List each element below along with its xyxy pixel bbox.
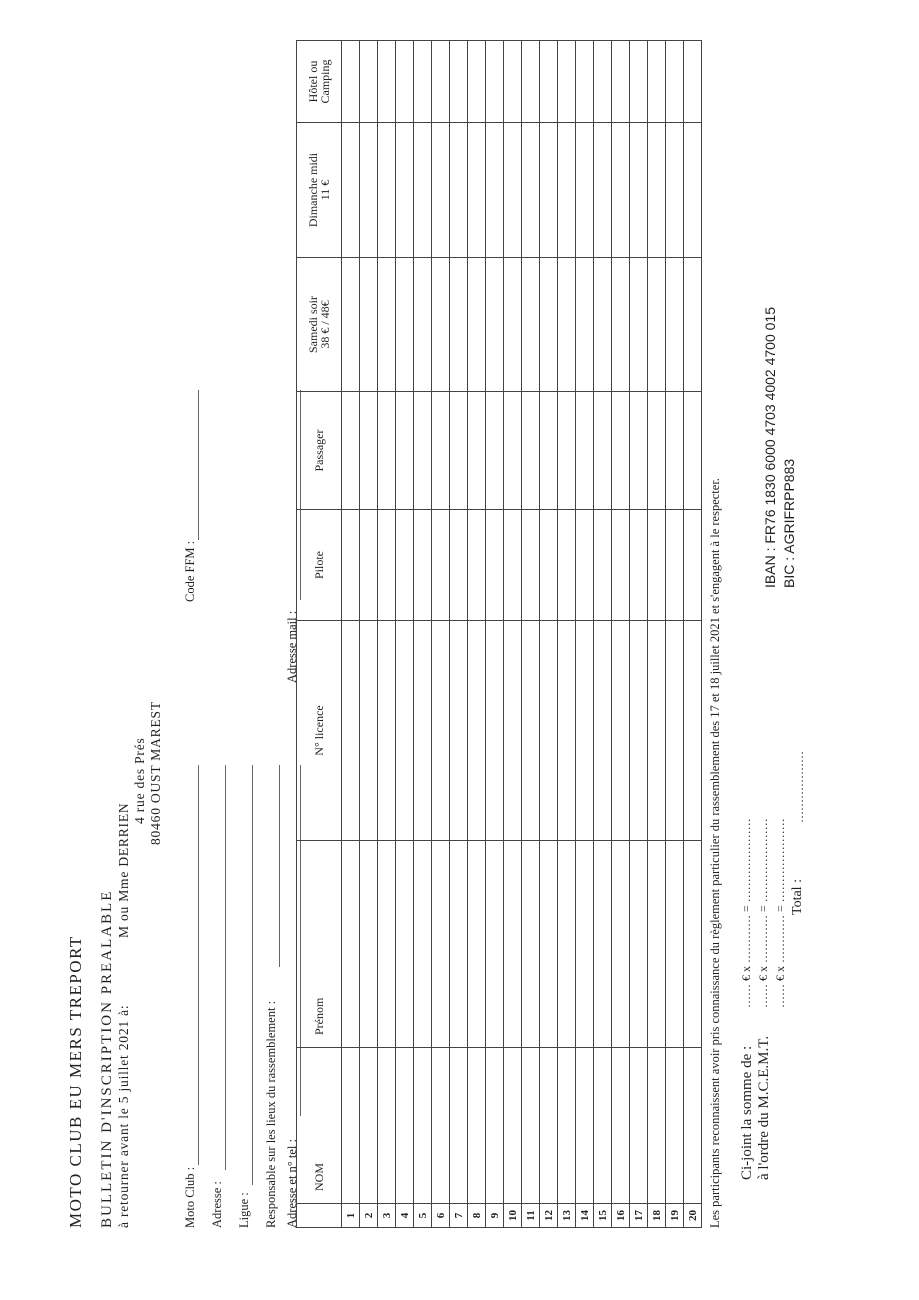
pilote-cell[interactable] [432,510,450,621]
dimanche-cell[interactable] [594,123,612,258]
samedi-cell[interactable] [684,258,702,392]
prenom-cell[interactable] [576,841,594,1048]
pilote-cell[interactable] [558,510,576,621]
hotel-cell[interactable] [360,41,378,123]
hotel-cell[interactable] [396,41,414,123]
moto-club-label: Moto Club : [183,1166,197,1228]
row-number: 1 [342,1204,360,1228]
pilote-cell[interactable] [540,510,558,621]
hotel-cell[interactable] [342,41,360,123]
pilote-cell[interactable] [648,510,666,621]
participants-table-body [342,41,702,1228]
pilote-cell[interactable] [504,510,522,621]
prenom-cell[interactable] [612,841,630,1048]
pilote-cell[interactable] [450,510,468,621]
licence-cell[interactable] [486,621,504,841]
row-number: 12 [540,1204,558,1228]
pilote-cell[interactable] [666,510,684,621]
bic-text: BIC : AGRIFRPP883 [781,458,797,588]
code-ffm-field[interactable] [198,390,199,540]
dimanche-cell[interactable] [396,123,414,258]
row-number-header [297,1204,342,1228]
participants-table [296,40,702,1228]
hotel-cell[interactable] [558,41,576,123]
rules-statement: Les participants reconnaissent avoir pris connaissance du règlement particulier du rassemblement des 17 et 18 juillet 2021 et s'engagent à le respecter. [708,478,722,1228]
nom-cell[interactable] [630,1048,648,1204]
pilote-cell[interactable] [468,510,486,621]
prenom-cell[interactable] [630,841,648,1048]
code-ffm-label: Code FFM : [183,540,197,602]
licence-cell[interactable] [540,621,558,841]
prenom-cell[interactable] [450,841,468,1048]
samedi-cell[interactable] [468,258,486,392]
return-recipient: M ou Mme DERRIEN [116,802,131,938]
pilote-cell[interactable] [486,510,504,621]
moto-club-field[interactable] [198,765,199,1165]
table-row [558,41,576,1228]
passager-cell[interactable] [540,392,558,510]
return-address-city: 80460 OUST MAREST [148,701,163,845]
passager-cell[interactable] [504,392,522,510]
passager-cell[interactable] [666,392,684,510]
nom-cell[interactable] [522,1048,540,1204]
bulletin-title: BULLETIN D'INSCRIPTION PREALABLE [99,889,115,1228]
licence-cell[interactable] [342,621,360,841]
licence-cell[interactable] [684,621,702,841]
ligue-field[interactable] [252,765,253,1185]
nom-cell[interactable] [486,1048,504,1204]
pilote-cell[interactable] [576,510,594,621]
passager-cell[interactable] [648,392,666,510]
hotel-cell[interactable] [576,41,594,123]
licence-cell[interactable] [450,621,468,841]
nom-cell[interactable] [540,1048,558,1204]
pilote-cell[interactable] [684,510,702,621]
total-dots: ……………… [792,751,806,823]
row-number: 10 [504,1204,522,1228]
hotel-cell[interactable] [450,41,468,123]
licence-cell[interactable] [360,621,378,841]
hotel-cell[interactable] [486,41,504,123]
payment-calc-line: …… € x ………… = ………………… [739,818,753,1008]
dimanche-cell[interactable] [648,123,666,258]
prenom-cell[interactable] [432,841,450,1048]
table-row [630,41,648,1228]
iban-text: IBAN : FR76 1830 6000 4703 4002 4700 015 [762,307,778,588]
adresse-label: Adresse : [210,1181,224,1228]
ligue-label: Ligue : [237,1192,251,1228]
payment-calc-line: …… € x ………… = ………………… [773,818,787,1008]
table-header-row [297,41,342,1228]
samedi-header [297,258,342,392]
pilote-cell[interactable] [396,510,414,621]
row-number: 2 [360,1204,378,1228]
table-row [576,41,594,1228]
nom-cell[interactable] [558,1048,576,1204]
table-row [414,41,432,1228]
passager-cell[interactable] [360,392,378,510]
samedi-cell[interactable] [360,258,378,392]
camping-title: Camping [318,59,332,104]
row-number: 5 [414,1204,432,1228]
hotel-cell[interactable] [378,41,396,123]
nom-cell[interactable] [666,1048,684,1204]
passager-header: Passager [297,392,342,510]
table-row [486,41,504,1228]
samedi-cell[interactable] [396,258,414,392]
table-row [450,41,468,1228]
responsable-field[interactable] [279,765,280,967]
table-row [522,41,540,1228]
prenom-cell[interactable] [504,841,522,1048]
dimanche-price: 11 € [318,179,332,201]
samedi-cell[interactable] [414,258,432,392]
dimanche-title: Dimanche midi [306,152,320,228]
row-number: 9 [486,1204,504,1228]
prenom-cell[interactable] [666,841,684,1048]
passager-cell[interactable] [396,392,414,510]
samedi-cell[interactable] [504,258,522,392]
payment-order: à l'ordre du M.C.E.M.T. [756,1035,772,1180]
passager-cell[interactable] [576,392,594,510]
samedi-price: 38 € / 48€ [318,300,332,349]
hotel-cell[interactable] [522,41,540,123]
row-number: 3 [378,1204,396,1228]
licence-cell[interactable] [414,621,432,841]
dimanche-cell[interactable] [576,123,594,258]
prenom-cell[interactable] [342,841,360,1048]
pilote-cell[interactable] [612,510,630,621]
prenom-header: Prénom [297,841,342,1048]
table-row [468,41,486,1228]
prenom-cell[interactable] [522,841,540,1048]
samedi-cell[interactable] [378,258,396,392]
nom-cell[interactable] [594,1048,612,1204]
table-row [666,41,684,1228]
adresse-tel-label: Adresse et n° tel : [285,1138,299,1228]
licence-cell[interactable] [594,621,612,841]
dimanche-cell[interactable] [432,123,450,258]
row-number: 7 [450,1204,468,1228]
dimanche-cell[interactable] [666,123,684,258]
nom-cell[interactable] [378,1048,396,1204]
row-number: 17 [630,1204,648,1228]
hotel-cell[interactable] [612,41,630,123]
prenom-cell[interactable] [396,841,414,1048]
licence-cell[interactable] [504,621,522,841]
samedi-cell[interactable] [486,258,504,392]
samedi-cell[interactable] [648,258,666,392]
pilote-header: Pilote [297,510,342,621]
passager-cell[interactable] [522,392,540,510]
dimanche-cell[interactable] [378,123,396,258]
table-row [396,41,414,1228]
nom-cell[interactable] [450,1048,468,1204]
licence-cell[interactable] [468,621,486,841]
licence-cell[interactable] [576,621,594,841]
passager-cell[interactable] [378,392,396,510]
table-row [378,41,396,1228]
payment-calc-line: …… € x ………… = ………………… [756,818,770,1008]
dimanche-cell[interactable] [504,123,522,258]
dimanche-cell[interactable] [630,123,648,258]
payment-label: Ci-joint la somme de : [739,1045,755,1180]
hotel-cell[interactable] [684,41,702,123]
dimanche-header [297,123,342,258]
table-row [594,41,612,1228]
row-number: 19 [666,1204,684,1228]
licence-cell[interactable] [378,621,396,841]
passager-cell[interactable] [612,392,630,510]
nom-cell[interactable] [468,1048,486,1204]
hotel-cell[interactable] [630,41,648,123]
row-number: 11 [522,1204,540,1228]
licence-cell[interactable] [558,621,576,841]
samedi-cell[interactable] [540,258,558,392]
passager-cell[interactable] [468,392,486,510]
licence-cell[interactable] [648,621,666,841]
dimanche-cell[interactable] [450,123,468,258]
samedi-cell[interactable] [432,258,450,392]
pilote-cell[interactable] [630,510,648,621]
dimanche-cell[interactable] [414,123,432,258]
hotel-cell[interactable] [648,41,666,123]
responsable-label: Responsable sur les lieux du rassemblement : [264,1000,278,1228]
licence-cell[interactable] [432,621,450,841]
adresse-field[interactable] [225,765,226,1170]
licence-cell[interactable] [522,621,540,841]
dimanche-cell[interactable] [522,123,540,258]
nom-header: NOM [297,1048,342,1204]
dimanche-cell[interactable] [468,123,486,258]
licence-cell[interactable] [612,621,630,841]
nom-cell[interactable] [342,1048,360,1204]
hotel-cell[interactable] [540,41,558,123]
dimanche-cell[interactable] [360,123,378,258]
samedi-cell[interactable] [594,258,612,392]
pilote-cell[interactable] [594,510,612,621]
samedi-cell[interactable] [630,258,648,392]
passager-cell[interactable] [486,392,504,510]
hotel-cell[interactable] [468,41,486,123]
club-title: MOTO CLUB EU MERS TREPORT [66,935,85,1228]
pilote-cell[interactable] [414,510,432,621]
nom-cell[interactable] [648,1048,666,1204]
licence-header: N° licence [297,621,342,841]
prenom-cell[interactable] [684,841,702,1048]
dimanche-cell[interactable] [612,123,630,258]
passager-cell[interactable] [450,392,468,510]
prenom-cell[interactable] [486,841,504,1048]
prenom-cell[interactable] [468,841,486,1048]
row-number: 16 [612,1204,630,1228]
prenom-cell[interactable] [648,841,666,1048]
prenom-cell[interactable] [360,841,378,1048]
return-deadline: à retourner avant le 5 juillet 2021 à: [116,1004,131,1228]
passager-cell[interactable] [630,392,648,510]
passager-cell[interactable] [414,392,432,510]
samedi-cell[interactable] [450,258,468,392]
samedi-cell[interactable] [666,258,684,392]
table-row [684,41,702,1228]
samedi-cell[interactable] [612,258,630,392]
prenom-cell[interactable] [414,841,432,1048]
prenom-cell[interactable] [378,841,396,1048]
passager-cell[interactable] [558,392,576,510]
prenom-cell[interactable] [558,841,576,1048]
pilote-cell[interactable] [360,510,378,621]
table-row [504,41,522,1228]
dimanche-cell[interactable] [540,123,558,258]
dimanche-cell[interactable] [558,123,576,258]
passager-cell[interactable] [594,392,612,510]
licence-cell[interactable] [666,621,684,841]
samedi-cell[interactable] [342,258,360,392]
adresse-mail-label: Adresse mail : [285,610,299,683]
pilote-cell[interactable] [342,510,360,621]
hotel-cell[interactable] [414,41,432,123]
row-number: 4 [396,1204,414,1228]
hotel-cell[interactable] [594,41,612,123]
samedi-title: Samedi soir [306,296,320,353]
nom-cell[interactable] [684,1048,702,1204]
hotel-cell[interactable] [504,41,522,123]
nom-cell[interactable] [360,1048,378,1204]
row-number: 15 [594,1204,612,1228]
samedi-cell[interactable] [522,258,540,392]
passager-cell[interactable] [342,392,360,510]
samedi-cell[interactable] [558,258,576,392]
nom-cell[interactable] [396,1048,414,1204]
nom-cell[interactable] [576,1048,594,1204]
licence-cell[interactable] [396,621,414,841]
samedi-cell[interactable] [576,258,594,392]
row-number: 20 [684,1204,702,1228]
table-row [342,41,360,1228]
row-number: 8 [468,1204,486,1228]
passager-cell[interactable] [432,392,450,510]
row-number: 18 [648,1204,666,1228]
pilote-cell[interactable] [378,510,396,621]
prenom-cell[interactable] [594,841,612,1048]
hotel-cell[interactable] [432,41,450,123]
dimanche-cell[interactable] [684,123,702,258]
table-row [540,41,558,1228]
dimanche-cell[interactable] [486,123,504,258]
table-row [432,41,450,1228]
row-number: 14 [576,1204,594,1228]
dimanche-cell[interactable] [342,123,360,258]
return-address-street: 4 rue des Prés [132,737,147,824]
nom-cell[interactable] [432,1048,450,1204]
nom-cell[interactable] [612,1048,630,1204]
row-number: 6 [432,1204,450,1228]
row-number: 13 [558,1204,576,1228]
prenom-cell[interactable] [540,841,558,1048]
hotel-header [297,41,342,123]
nom-cell[interactable] [414,1048,432,1204]
pilote-cell[interactable] [522,510,540,621]
table-row [360,41,378,1228]
hotel-cell[interactable] [666,41,684,123]
licence-cell[interactable] [630,621,648,841]
table-row [612,41,630,1228]
passager-cell[interactable] [684,392,702,510]
total-label: Total : [790,879,805,915]
hotel-title: Hôtel ou [306,60,320,103]
table-row [648,41,666,1228]
nom-cell[interactable] [504,1048,522,1204]
